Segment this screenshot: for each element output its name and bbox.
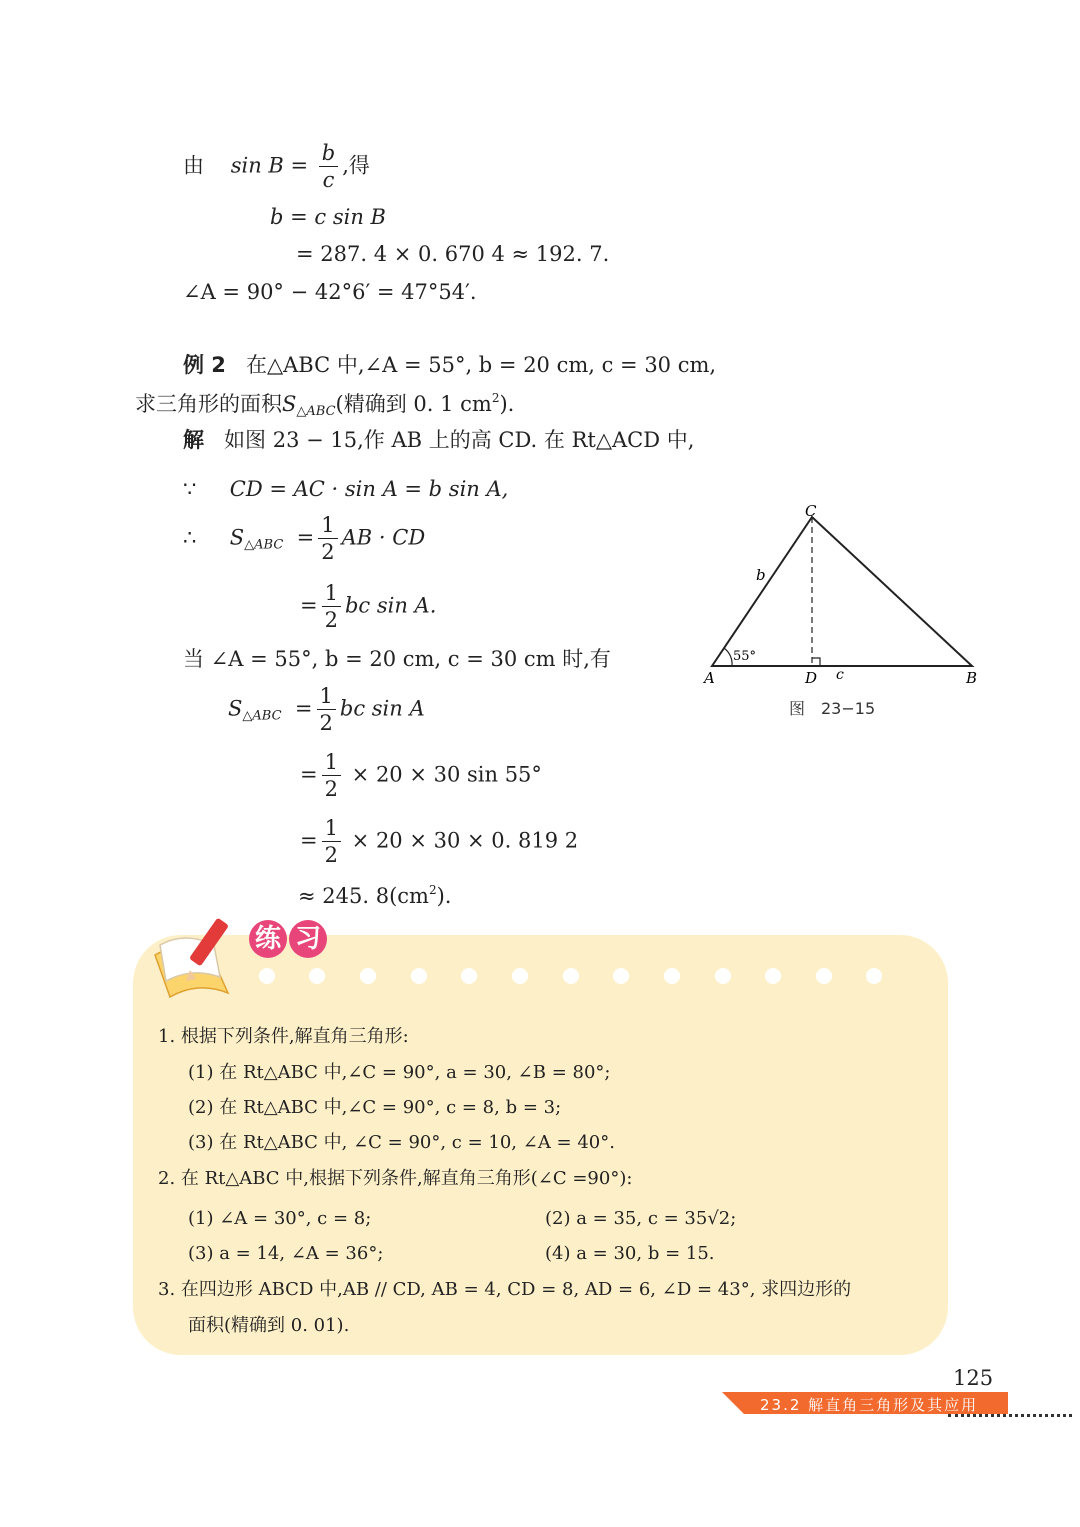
figure-caption: 图 23−15 (789, 699, 876, 718)
decor-dot (309, 968, 325, 984)
exercise-q3: 3. 在四边形 ABCD 中,AB // CD, AB = 4, CD = 8, AD = 6, ∠D = 43°, 求四边形的 (158, 1279, 852, 1300)
fraction-half: $\frac{1}{2}$ (322, 583, 341, 631)
decor-dot (816, 968, 832, 984)
page-number: 125 (953, 1366, 994, 1390)
decor-dot (360, 968, 376, 984)
decor-dot (866, 968, 882, 984)
example2-conditions: 在△ABC 中,∠A = 55°, b = 20 cm, c = 30 cm, (245, 353, 717, 377)
decor-dot (259, 968, 275, 984)
exercise-q1-1: (1) 在 Rt△ABC 中,∠C = 90°, a = 30, ∠B = 80°; (188, 1062, 611, 1083)
right-angle-mark (812, 658, 820, 666)
angle-arc (724, 648, 732, 666)
when-line: 当 ∠A = 55°, b = 20 cm, c = 30 cm 时,有 (183, 647, 611, 671)
fraction-half: $\frac{1}{2}$ (322, 818, 341, 866)
fraction-half: $\frac{1}{2}$ (322, 752, 341, 800)
decor-dot (715, 968, 731, 984)
area-formula-2: = $\frac{1}{2}$ bc sin A. (300, 581, 437, 632)
because-line: ∵ CD = AC · sin A = b sin A, (183, 477, 509, 501)
area-formula-5: = $\frac{1}{2}$ × 20 × 30 × 0. 819 2 (300, 816, 579, 867)
decor-dot (664, 968, 680, 984)
b-value-line: = 287. 4 × 0. 670 4 ≈ 192. 7. (296, 242, 610, 266)
sin-b-lhs: sin B = (230, 153, 309, 178)
sin-b-line (183, 143, 370, 191)
exercise-q1: 1. 根据下列条件,解直角三角形: (158, 1026, 409, 1047)
angle-a-line: ∠A = 90° − 42°6′ = 47°54′. (183, 280, 477, 304)
b-eq-line: b = c sin B (270, 205, 386, 229)
area-formula-4: = $\frac{1}{2}$ × 20 × 30 sin 55° (300, 750, 542, 801)
label-c-vertex: C (805, 502, 817, 520)
fraction-half: $\frac{1}{2}$ (318, 515, 337, 563)
decor-dot (461, 968, 477, 984)
exercise-q3-cont: 面积(精确到 0. 01). (188, 1315, 350, 1336)
label-b-vertex: B (966, 669, 978, 687)
pencil-paper-icon (150, 915, 250, 1000)
fraction-half: $\frac{1}{2}$ (317, 686, 336, 734)
because-symbol: ∵ (183, 477, 197, 501)
example2-line2: 求三角形的面积$S_{\triangle ABC}$(精确到 0. 1 $cm^2$). (135, 391, 515, 419)
exercise-title-char1: 练 (249, 920, 287, 958)
decor-dot (512, 968, 528, 984)
exercise-q2-4: (4) a = 30, b = 15. (545, 1243, 715, 1264)
footer-dotted-rule (948, 1414, 1072, 1417)
decor-dot (613, 968, 629, 984)
exercise-q2-1: (1) ∠A = 30°, c = 8; (188, 1208, 372, 1229)
decor-dot (411, 968, 427, 984)
triangle-abc (712, 517, 972, 666)
section-title: 23.2 解直角三角形及其应用 (760, 1396, 979, 1414)
label-side-c: c (836, 667, 844, 683)
area-formula-1: ∴ $S_{\triangle ABC}$ = $\frac{1}{2}$ AB · CD (183, 513, 426, 564)
example-label: 例 2 (183, 353, 226, 377)
triangle-figure (695, 500, 995, 725)
label-side-b: b (756, 566, 766, 584)
fraction-b-over-c: $\frac{b}{c}$ (319, 143, 338, 191)
therefore-symbol: ∴ (183, 525, 197, 550)
exercise-q2-2: (2) a = 35, c = 35√2; (545, 1208, 737, 1229)
exercise-q2-3: (3) a = 14, ∠A = 36°; (188, 1243, 384, 1264)
area-result: ≈ 245. $8(cm^2)$. (298, 883, 452, 908)
angle-label: 55° (733, 649, 757, 664)
text-you: 由 (183, 153, 204, 178)
decor-dot (765, 968, 781, 984)
solution-intro: 解 如图 23 − 15,作 AB 上的高 CD. 在 Rt△ACD 中, (183, 428, 695, 452)
exercise-q2: 2. 在 Rt△ABC 中,根据下列条件,解直角三角形(∠C =90°): (158, 1168, 633, 1189)
exercise-q1-2: (2) 在 Rt△ABC 中,∠C = 90°, c = 8, b = 3; (188, 1097, 562, 1118)
label-d-foot: D (805, 669, 818, 687)
exercise-title-char2: 习 (289, 920, 327, 958)
exercise-q1-3: (3) 在 Rt△ABC 中, ∠C = 90°, c = 10, ∠A = 40°. (188, 1132, 615, 1153)
label-a-vertex: A (704, 669, 715, 687)
text-de: ,得 (342, 153, 370, 178)
solution-label: 解 (183, 428, 204, 452)
example2-line1 (183, 355, 716, 376)
decor-dot (563, 968, 579, 984)
area-formula-3: $S_{\triangle ABC}$ = $\frac{1}{2}$ bc sin A (228, 684, 425, 735)
